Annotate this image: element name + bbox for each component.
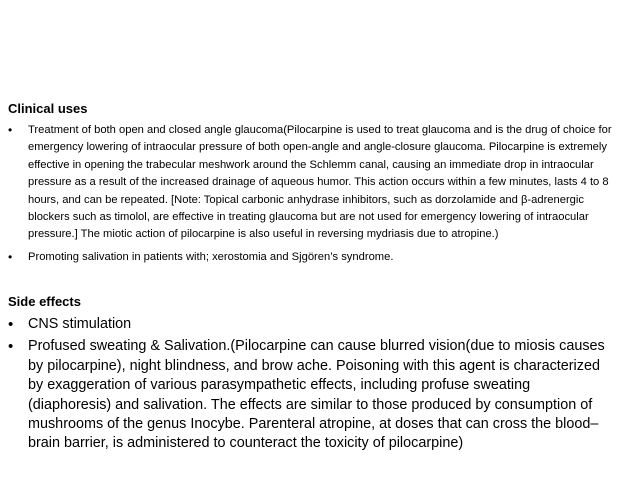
- clinical-uses-heading: Clinical uses: [8, 101, 88, 116]
- side-effects-list: [8, 315, 616, 457]
- side-effects-heading: Side effects: [8, 294, 81, 309]
- list-item-text: CNS stimulation: [28, 316, 132, 332]
- list-item: [8, 315, 616, 334]
- clinical-uses-list: [8, 122, 616, 271]
- bullet-icon: •: [8, 338, 14, 356]
- list-item-text: Promoting salivation in patients with; xerostomia and Sjgören’s syndrome.: [28, 250, 394, 263]
- list-item: [8, 249, 616, 266]
- list-item-text: Treatment of both open and closed angle glaucoma(Pilocarpine is used to treat glaucoma and is the drug of choice for emergency lowering of intraocular pressure of both open-angle and angle-closure glaucoma. Pilocarpine is extremely effective in opening the trabecular meshwork around the Schlemm canal, causing an immediate drop in intraocular pressure as a result of the increased drainage of aqueous humor. This action occurs within a few minutes, lasts 4 to 8 hours, and can be repeated. [Note: Topical carbonic anhydrase inhibitors, such as dorzolamide and β-adrenergic blockers such as timolol, are effective in treating glaucoma but are not used for emergency lowering of intraocular pressure.] The miotic action of pilocarpine is also useful in reversing mydriasis due to atropine.): [28, 124, 612, 241]
- list-item-text: Profused sweating & Salivation.(Pilocarpine can cause blurred vision(due to miosis causes by pilocarpine), night blindness, and brow ache. Poisoning with this agent is characterized by exaggeration of various parasympathetic effects, including profuse sweating (diaphoresis) and salivation. The effects are similar to those produced by consumption of mushrooms of the genus Inocybe. Parenteral atropine, at doses that can cross the blood–brain barrier, is administered to counteract the toxicity of pilocarpine): [28, 338, 605, 452]
- list-item: [8, 122, 616, 244]
- bullet-icon: •: [8, 316, 14, 333]
- bullet-icon: •: [8, 249, 13, 264]
- bullet-icon: •: [8, 123, 13, 137]
- list-item: [8, 337, 616, 453]
